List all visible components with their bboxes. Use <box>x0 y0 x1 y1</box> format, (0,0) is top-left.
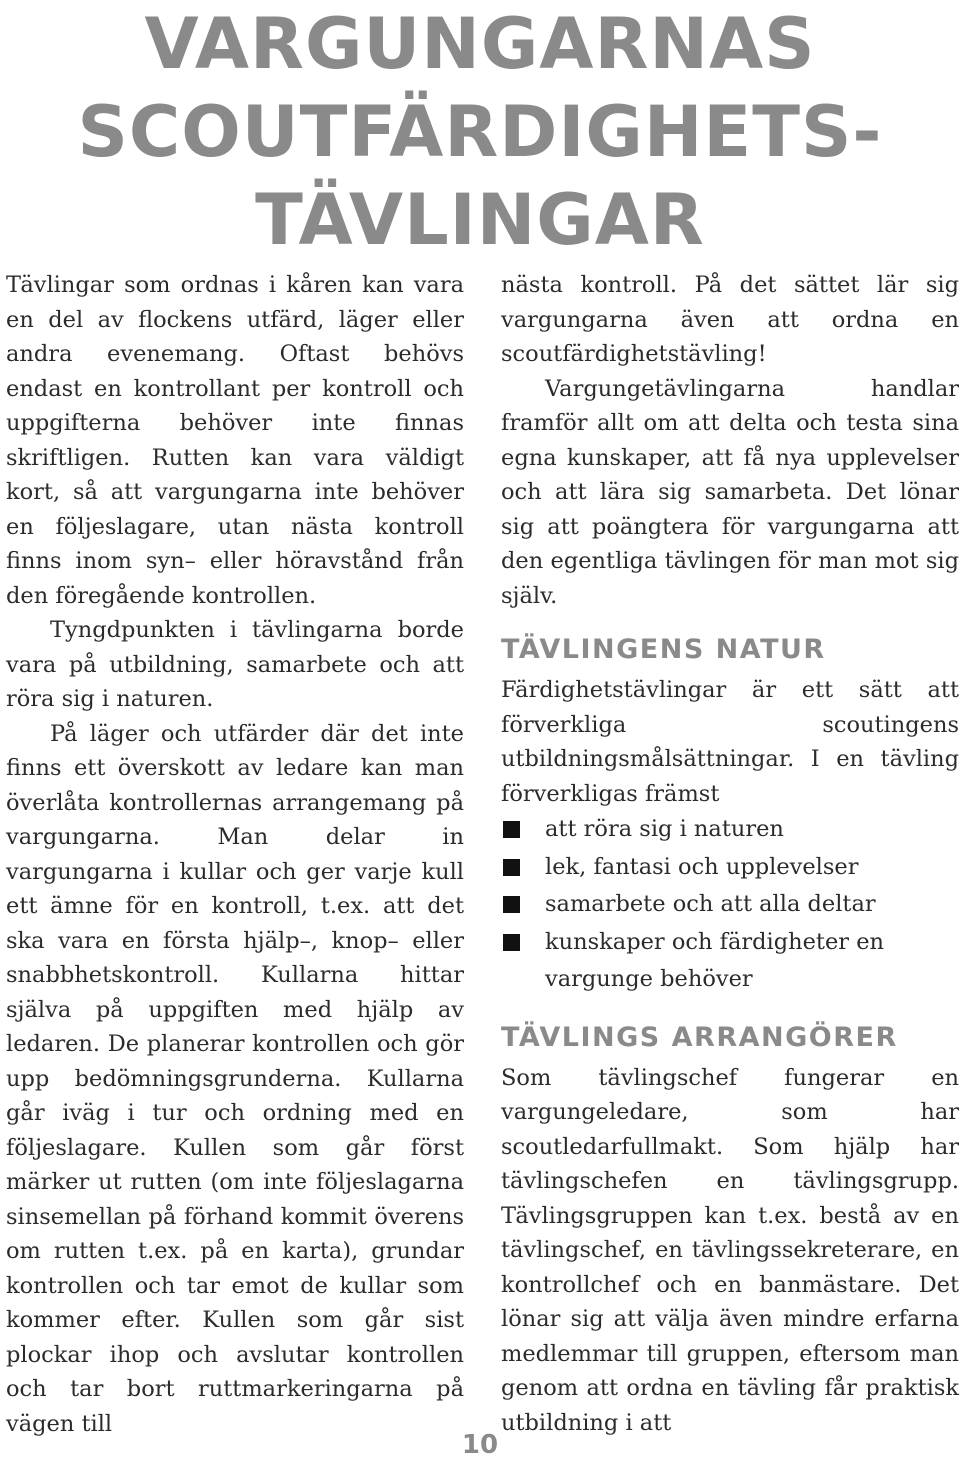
list-item-text: kunskaper och färdigheter en vargunge behöver <box>545 928 885 992</box>
list-item-text: att röra sig i naturen <box>545 816 784 842</box>
left-paragraph-1: Tävlingar som ordnas i kåren kan vara en del av flockens utfärd, läger eller andra evenemang. Oftast behövs endast en kontrollant per kontroll och uppgifterna behöver inte finnas skriftligen. Rutten kan vara väldigt kort, så att vargungarna inte behöver en följeslagare, utan nästa kontroll finns inom syn– eller höravstånd från den föregående kontrollen. <box>6 272 464 609</box>
square-bullet-icon <box>503 896 520 913</box>
title-line-3: TÄVLINGAR <box>255 179 705 261</box>
square-bullet-icon <box>503 821 520 838</box>
section-heading-tavlingens-natur: TÄVLINGENS NATUR <box>501 634 826 665</box>
square-bullet-icon <box>503 859 520 876</box>
right-column <box>501 268 959 1440</box>
title-line-1: VARGUNGARNAS <box>144 3 816 85</box>
list-item <box>501 924 959 999</box>
left-paragraph-2: Tyngdpunkten i tävlingarna borde vara på utbildning, samarbete och att röra sig i naturen. <box>6 617 464 712</box>
list-item <box>501 811 959 849</box>
left-paragraph-3: På läger och utfärder där det inte finns ett överskott av ledare kan man överlåta kontrollernas arrangemang på vargungarna. Man delar in vargungarna i kullar och ger varje kull ett ämne för en kontroll, t.ex. att det ska vara en första hjälp–, knop– eller snabbhetskontroll. Kullarna hittar själva på uppgiften med hjälp av ledaren. De planerar kontrollen och gör upp bedömningsgrunderna. Kullarna går iväg i tur och ordning med en följeslagare. Kullen som går först märker ut rutten (om inte följeslagarna sinsemellan på förhand kommit överens om rutten t.ex. på en karta), grundar kontrollen och tar emot de kullar som kommer efter. Kullen som går sist plockar ihop och avslutar kontrollen och tar bort ruttmarkeringarna på vägen till <box>6 720 464 1437</box>
section-heading-tavlings-arrangorer: TÄVLINGS ARRANGÖRER <box>501 1021 898 1053</box>
list-item-text: lek, fantasi och upplevelser <box>545 853 859 880</box>
square-bullet-icon <box>503 934 520 951</box>
page-title <box>0 0 960 264</box>
bullet-list <box>501 811 959 999</box>
right-paragraph-1: nästa kontroll. På det sättet lär sig vargungarna även att ordna en scoutfärdighetstävling! <box>501 272 959 367</box>
right-paragraph-2: Vargungetävlingarna handlar framför allt om att delta och testa sina egna kunskaper, att få nya upplevelser och att lära sig samarbeta. Det lönar sig att poängtera för vargungarna att den egentliga tävlingen för man mot sig själv. <box>501 375 959 609</box>
right-paragraph-3: Färdighetstävlingar är ett sätt att förverkliga scoutingens utbildningsmålsättningar. I en tävling förverkligas främst <box>501 677 959 807</box>
list-item <box>501 849 959 887</box>
page-number: 10 <box>461 1430 499 1460</box>
list-item-text: samarbete och att alla deltar <box>545 891 876 917</box>
right-paragraph-4: Som tävlingschef fungerar en vargungeledare, som har scoutledarfullmakt. Som hjälp har tävlingschefen en tävlingsgrupp. Tävlingsgruppen kan t.ex. bestå av en tävlingschef, en tävlingssekreterare, en kontrollchef och en banmästare. Det lönar sig att välja även mindre erfarna medlemmar till gruppen, eftersom man genom att ordna en tävling får praktisk utbildning i att <box>501 1064 959 1436</box>
title-line-2: SCOUTFÄRDIGHETS- <box>77 91 883 173</box>
list-item <box>501 886 959 924</box>
left-column <box>6 268 464 1441</box>
